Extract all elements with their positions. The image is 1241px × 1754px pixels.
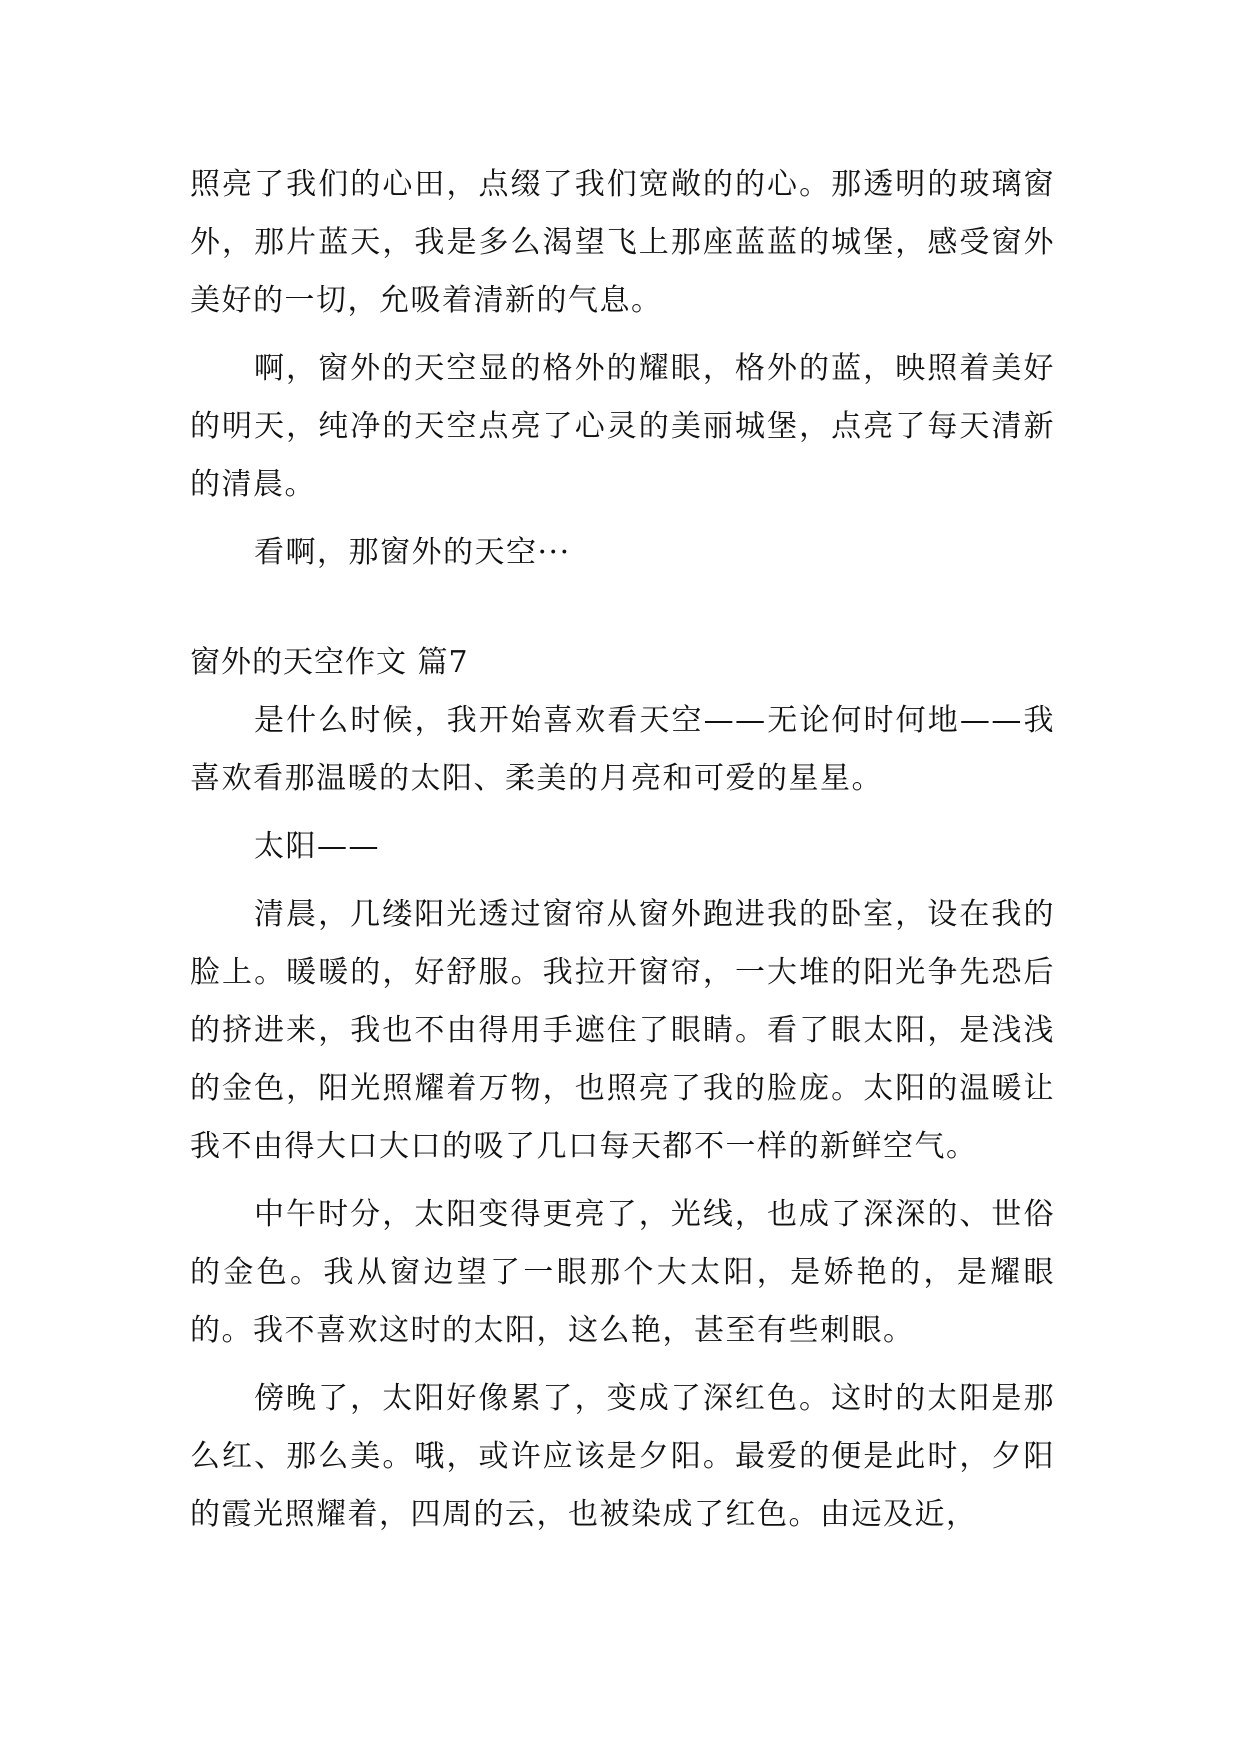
paragraph: 傍晚了，太阳好像累了，变成了深红色。这时的太阳是那么红、那么美。哦，或许应该是夕阳。最爱的便是此时，夕阳的霞光照耀着，四周的云，也被染成了红色。由远及近，: [190, 1381, 1055, 1532]
paragraph-continued: 照亮了我们的心田，点缀了我们宽敞的的心。那透明的玻璃窗外，那片蓝天，我是多么渴望飞上那座蓝蓝的城堡，感受窗外美好的一切，允吸着清新的气息。: [190, 167, 1055, 318]
paragraph: 啊，窗外的天空显的格外的耀眼，格外的蓝，映照着美好的明天，纯净的天空点亮了心灵的美丽城堡，点亮了每天清新的清晨。: [190, 351, 1055, 502]
section-title: 窗外的天空作文 篇7: [190, 645, 469, 680]
document-body: [190, 156, 1055, 1554]
paragraph: 看啊，那窗外的天空···: [254, 535, 571, 570]
paragraph: 清晨，几缕阳光透过窗帘从窗外跑进我的卧室，设在我的脸上。暖暖的，好舒服。我拉开窗帘，一大堆的阳光争先恐后的挤进来，我也不由得用手遮住了眼睛。看了眼太阳，是浅浅的金色，阳光照耀着万物，也照亮了我的脸庞。太阳的温暖让我不由得大口大口的吸了几口每天都不一样的新鲜空气。: [190, 897, 1055, 1164]
paragraph: 中午时分，太阳变得更亮了，光线，也成了深深的、世俗的金色。我从窗边望了一眼那个大太阳，是娇艳的，是耀眼的。我不喜欢这时的太阳，这么艳，甚至有些刺眼。: [190, 1197, 1055, 1348]
paragraph: 是什么时候，我开始喜欢看天空——无论何时何地——我喜欢看那温暖的太阳、柔美的月亮和可爱的星星。: [190, 703, 1055, 796]
paragraph: 太阳——: [254, 829, 380, 864]
